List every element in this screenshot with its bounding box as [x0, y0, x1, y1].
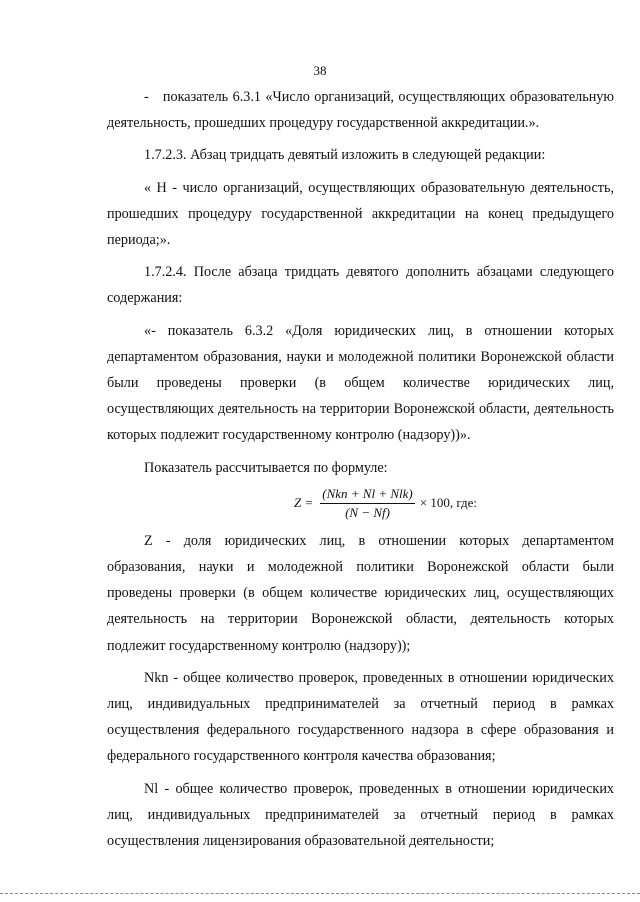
paragraph-1-7-2-4: 1.7.2.4. После абзаца тридцать девятого дополнить абзацами следующего содержания: [107, 264, 614, 307]
definition-z: Z - доля юридических лиц, в отношении которых департаментом образования, науки и молодежной политики Воронежской области были проведены проверки (в общем количестве юридических лиц, осуществляющих деятельность на территории Воронежской области, деятельность которых подлежит государственному контролю (надзору)); [107, 532, 614, 654]
definition-nl: Nl - общее количество проверок, проведенных в отношении юридических лиц, индивидуальных предпринимателей за отчетный период в рамках осуществления лицензирования образовательной деятельности; [107, 780, 614, 850]
paragraph-1-7-2-3: 1.7.2.3. Абзац тридцать девятый изложить в следующей редакции: [144, 147, 546, 164]
formula [107, 484, 614, 522]
formula-tail: × 100, где: [419, 495, 478, 511]
page-bottom-rule [0, 893, 640, 894]
formula-fraction [320, 486, 414, 521]
formula-numerator: (Nkn + Nl + Nlk) [320, 486, 414, 504]
paragraph-formula-intro: Показатель рассчитывается по формуле: [144, 459, 388, 476]
paragraph-indicator-6-3-1: - показатель 6.3.1 «Число организаций, осуществляющих образовательную деятельность, прошедших процедуру государственной аккредитации.». [107, 89, 614, 132]
paragraph-indicator-6-3-2: «- показатель 6.3.2 «Доля юридических лиц, в отношении которых департаментом образования, науки и молодежной политики Воронежской области были проведены проверки (в общем количестве юридических лиц, осуществляющих деятельность на территории Воронежской области, деятельность которых подлежит государственному контролю (надзору))». [107, 322, 614, 444]
definition-nkn: Nkn - общее количество проверок, проведенных в отношении юридических лиц, индивидуальных предпринимателей за отчетный период в рамках осуществления федерального государственного надзора в сфере образования и федерального государственного контроля качества образования; [107, 669, 614, 765]
formula-lhs: Z = [294, 495, 314, 511]
document-body [107, 84, 614, 854]
formula-denominator: (N − Nf) [345, 504, 390, 520]
paragraph-definition-h: « H - число организаций, осуществляющих образовательную деятельность, прошедших процедуру государственной аккредитации на конец предыдущего периода;». [107, 179, 614, 249]
page-number: 38 [313, 63, 327, 78]
